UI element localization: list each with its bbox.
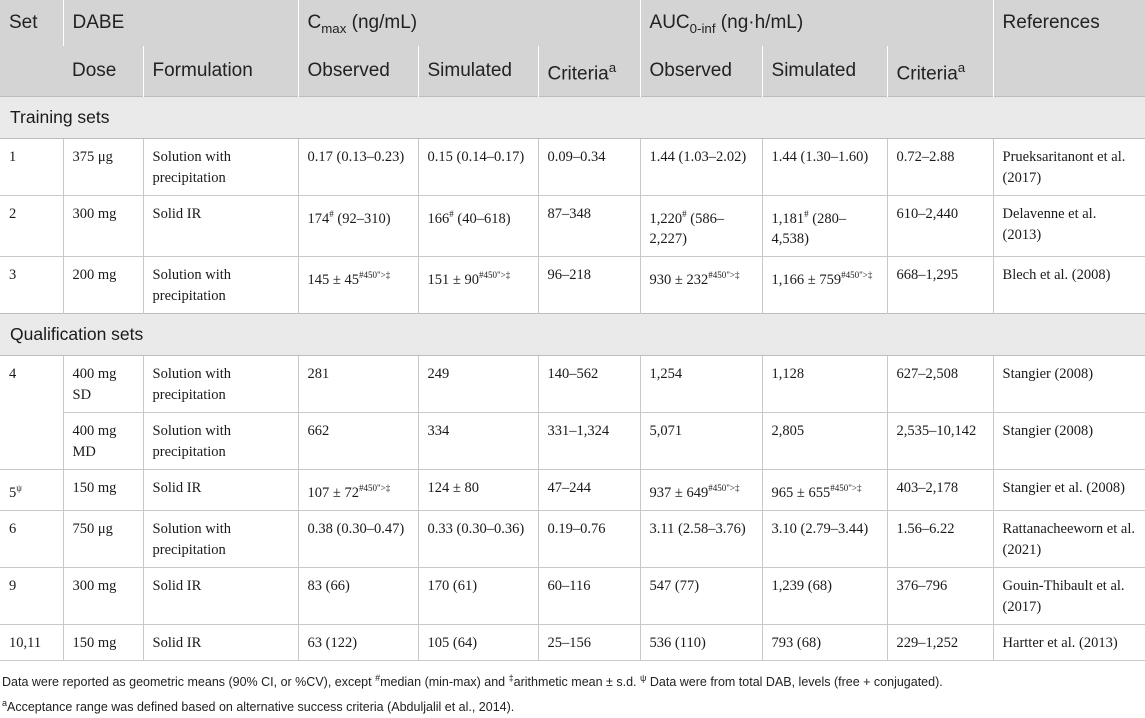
cell-formulation: Solution with precipitation [143, 356, 298, 413]
header-formulation: Formulation [143, 46, 298, 96]
cell-cmax-observed: 281 [298, 356, 418, 413]
cell-cmax-criteria: 96–218 [538, 257, 640, 314]
header-dose: Dose [63, 46, 143, 96]
cell-reference: Delavenne et al. (2013) [993, 195, 1145, 257]
cell-reference: Gouin-Thibault et al. (2017) [993, 568, 1145, 625]
cell-cmax-criteria: 140–562 [538, 356, 640, 413]
cell-cmax-observed: $145 \pm 45^{\#450">\ddagger}$ [298, 257, 418, 314]
cell-dose: 400 mg MD [63, 413, 143, 470]
cell-dose: 150 mg [63, 625, 143, 661]
cell-auc-observed: 536 (110) [640, 625, 762, 661]
footnote-line-2: $^a$Acceptance range was defined based on alternative success criteria (Abduljalil et al., 2014). [2, 698, 515, 715]
cell-cmax-simulated: 249 [418, 356, 538, 413]
cell-cmax-simulated: 334 [418, 413, 538, 470]
section-training: Training sets [0, 96, 1145, 138]
cell-cmax-observed: 0.38 (0.30–0.47) [298, 511, 418, 568]
cell-dose: 300 mg [63, 568, 143, 625]
cell-reference: Hartter et al. (2013) [993, 625, 1145, 661]
cell-dose: 375 μg [63, 138, 143, 195]
cell-cmax-simulated: 124 ± 80 [418, 470, 538, 511]
section-row-training [0, 96, 1145, 138]
cell-auc-simulated: $965 \pm 655^{\#450">\ddagger}$ [762, 470, 887, 511]
cell-formulation: Solution with precipitation [143, 257, 298, 314]
cell-auc-observed: 3.11 (2.58–3.76) [640, 511, 762, 568]
cell-auc-criteria: 668–1,295 [887, 257, 993, 314]
cell-set: 9 [0, 568, 63, 625]
header-dabe: DABE [63, 0, 298, 46]
cell-formulation: Solution with precipitation [143, 511, 298, 568]
table-row [0, 138, 1145, 195]
header-cmax: $C_{max}$ (ng/mL) [298, 0, 640, 46]
cell-cmax-observed: 0.17 (0.13–0.23) [298, 138, 418, 195]
cell-cmax-criteria: 331–1,324 [538, 413, 640, 470]
cell-auc-observed: 547 (77) [640, 568, 762, 625]
table-row [0, 413, 1145, 470]
cell-auc-observed: $930 \pm 232^{\#450">\ddagger}$ [640, 257, 762, 314]
cell-set: 6 [0, 511, 63, 568]
cell-cmax-criteria: 25–156 [538, 625, 640, 661]
section-qualification: Qualification sets [0, 314, 1145, 356]
cell-dose: 200 mg [63, 257, 143, 314]
cell-auc-observed: 1,220# (586–2,227) [640, 195, 762, 257]
footnote-line-1: Data were reported as geometric means (90% CI, or %CV), except #median (min-max) and ‡arithmetic mean ± s.d. $^\psi$ Data were from total DAB, levels (free + conjugated). [2, 673, 943, 690]
cell-auc-simulated: 3.10 (2.79–3.44) [762, 511, 887, 568]
table-row [0, 356, 1145, 413]
cell-auc-observed: 5,071 [640, 413, 762, 470]
cell-cmax-criteria: 87–348 [538, 195, 640, 257]
header-auc: $AUC_{0-inf}$ (ng·h/mL) [640, 0, 993, 46]
cell-auc-simulated: 1.44 (1.30–1.60) [762, 138, 887, 195]
cell-set: 2 [0, 195, 63, 257]
cell-cmax-criteria: 60–116 [538, 568, 640, 625]
cell-cmax-simulated: 0.15 (0.14–0.17) [418, 138, 538, 195]
cell-set: 4 [0, 356, 63, 470]
cell-cmax-simulated: 170 (61) [418, 568, 538, 625]
cell-reference: Rattanacheeworn et al. (2021) [993, 511, 1145, 568]
header-cmax-criteria: Criteria$^a$ [538, 46, 640, 96]
header-auc-observed: Observed [640, 46, 762, 96]
cell-auc-criteria: 0.72–2.88 [887, 138, 993, 195]
cell-set: 3 [9, 267, 17, 284]
cell-auc-observed: 1.44 (1.03–2.02) [640, 138, 762, 195]
header-references: References [993, 0, 1145, 96]
cell-dose: 400 mg SD [63, 356, 143, 413]
cell-dose: 750 μg [63, 511, 143, 568]
cell-auc-simulated: $1,166 \pm 759^{\#450">\ddagger}$ [762, 257, 887, 314]
cell-cmax-observed: 63 (122) [298, 625, 418, 661]
cell-set: 10,11 [0, 625, 63, 661]
cell-auc-criteria: 376–796 [887, 568, 993, 625]
cell-formulation: Solid IR [143, 625, 298, 661]
cell-auc-observed: $937 \pm 649^{\#450">\ddagger}$ [640, 470, 762, 511]
cell-reference: Prueksaritanont et al. (2017) [993, 138, 1145, 195]
cell-cmax-criteria: 0.19–0.76 [538, 511, 640, 568]
table-row [0, 511, 1145, 568]
table-row [0, 257, 1145, 314]
cell-auc-observed: 1,254 [640, 356, 762, 413]
cell-reference: Stangier (2008) [993, 413, 1145, 470]
cell-reference: Blech et al. (2008) [993, 257, 1145, 314]
cell-set: 1 [0, 138, 63, 195]
header-set: Set [0, 0, 63, 96]
cell-auc-criteria: 627–2,508 [887, 356, 993, 413]
cell-auc-simulated: 793 (68) [762, 625, 887, 661]
cell-auc-criteria: 2,535–10,142 [887, 413, 993, 470]
cell-auc-criteria: 610–2,440 [887, 195, 993, 257]
header-auc-simulated: Simulated [762, 46, 887, 96]
cell-auc-simulated: 1,181# (280–4,538) [762, 195, 887, 257]
section-row-qualification [0, 314, 1145, 356]
cell-cmax-observed: $107 \pm 72^{\#450">\ddagger}$ [298, 470, 418, 511]
cell-dose: 300 mg [63, 195, 143, 257]
cell-set: $5^\psi$ [0, 470, 63, 511]
cell-cmax-observed: 174# (92–310) [298, 195, 418, 257]
cell-cmax-simulated: 166# (40–618) [418, 195, 538, 257]
table-row [0, 470, 1145, 511]
table-row [0, 195, 1145, 257]
cell-cmax-simulated: 105 (64) [418, 625, 538, 661]
cell-formulation: Solid IR [143, 568, 298, 625]
cell-reference: Stangier (2008) [993, 356, 1145, 413]
header-cmax-observed: Observed [298, 46, 418, 96]
cell-reference: Stangier et al. (2008) [993, 470, 1145, 511]
cell-cmax-criteria: 0.09–0.34 [538, 138, 640, 195]
cell-cmax-observed: 83 (66) [298, 568, 418, 625]
header-auc-criteria: Criteria$^a$ [887, 46, 993, 96]
cell-cmax-simulated: 0.33 (0.30–0.36) [418, 511, 538, 568]
cell-cmax-criteria: 47–244 [538, 470, 640, 511]
cell-auc-simulated: 2,805 [762, 413, 887, 470]
cell-auc-simulated: 1,239 (68) [762, 568, 887, 625]
table-footnotes [0, 661, 1145, 718]
table-row [0, 625, 1145, 661]
cell-formulation: Solution with precipitation [143, 413, 298, 470]
cell-formulation: Solid IR [143, 195, 298, 257]
cell-formulation: Solution with precipitation [143, 138, 298, 195]
cell-cmax-observed: 662 [298, 413, 418, 470]
cell-auc-simulated: 1,128 [762, 356, 887, 413]
header-cmax-simulated: Simulated [418, 46, 538, 96]
cell-auc-criteria: 1.56–6.22 [887, 511, 993, 568]
cell-auc-criteria: 229–1,252 [887, 625, 993, 661]
cell-formulation: Solid IR [143, 470, 298, 511]
cell-cmax-simulated: $151 \pm 90^{\#450">\ddagger}$ [418, 257, 538, 314]
table-row [0, 568, 1145, 625]
cell-dose: 150 mg [63, 470, 143, 511]
cell-auc-criteria: 403–2,178 [887, 470, 993, 511]
